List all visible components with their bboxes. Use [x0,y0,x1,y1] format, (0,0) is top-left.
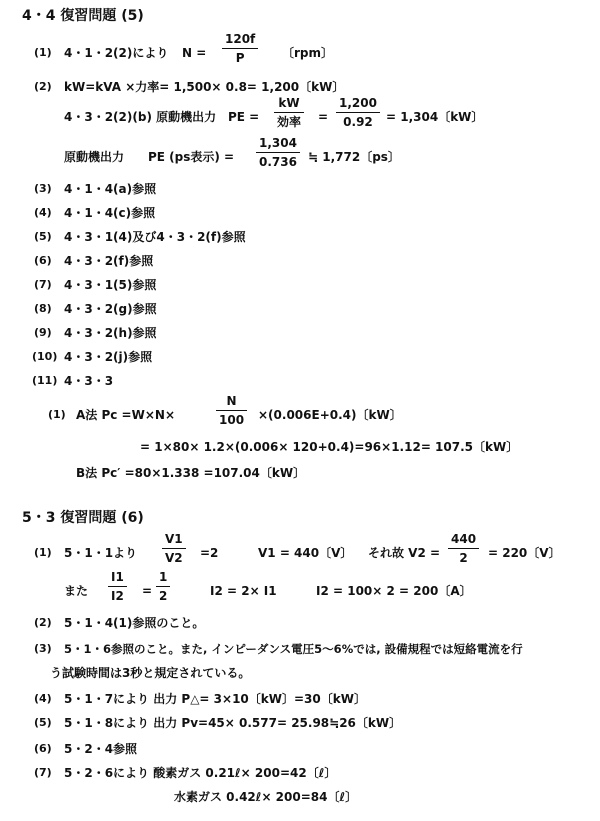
equals: = [142,584,153,598]
item-label: (5) [34,230,52,243]
fraction-bar [162,548,186,549]
method-a-rest: ×(0.006E+0.4)〔kW〕 [258,408,402,422]
i2-value: I2 = 100× 2 = 200〔A〕 [316,584,472,598]
fraction-bar [156,586,170,587]
method-b: B法 Pc′ =80×1.338 =107.04〔kW〕 [76,466,306,480]
item-text: 5・1・1より [64,546,138,560]
fraction-1304-0736 [256,136,300,169]
fraction-denominator: 効率 [277,115,302,129]
method-a-result: = 1×80× 1.2×(0.006× 120+0.4)=96×1.12= 107.5〔kW〕 [140,440,519,454]
fraction-numerator: V1 [165,532,183,546]
item-label: (1) [34,46,52,59]
item-text: 5・2・6により 酸素ガス 0.21ℓ× 200=42〔ℓ〕 [64,766,337,780]
fraction-v1-v2 [162,532,186,565]
item-text: 5・2・4参照 [64,742,138,756]
item-text: 4・3・1(5)参照 [64,278,157,292]
fraction-numerator: 1 [159,570,168,584]
item-label: (5) [34,716,52,729]
fraction-1200-092 [336,96,380,129]
item-text: 4・3・2(j)参照 [64,350,153,364]
fraction-numerator: kW [278,96,300,110]
fraction-440-2 [448,532,479,565]
fraction-bar [336,112,380,113]
item-label: (6) [34,254,52,267]
item-text: 4・3・2(h)参照 [64,326,157,340]
fraction-bar [256,152,300,153]
item-text: 4・1・4(a)参照 [64,182,157,196]
item-text: 水素ガス 0.42ℓ× 200=84〔ℓ〕 [174,790,358,804]
v1-value: V1 = 440〔V〕 [258,546,353,560]
unit: 〔rpm〕 [282,46,334,60]
item-label: (7) [34,766,52,779]
fraction-n-100 [216,394,247,427]
item-label: (1) [34,546,52,559]
fraction-denominator: 2 [159,589,168,603]
fraction-120f-p [222,32,258,65]
section-title-4-4: 4・4 復習問題 (5) [22,8,144,24]
item-text: kW=kVA ×力率= 1,500× 0.8= 1,200〔kW〕 [64,80,345,94]
item-label: (6) [34,742,52,755]
fraction-i1-i2 [108,570,127,603]
sub-label: (1) [48,408,66,421]
item-text: 4・3・1(4)及び4・3・2(f)参照 [64,230,246,244]
fraction-bar [222,48,258,49]
v2-value: = 220〔V〕 [488,546,561,560]
item-label: (11) [32,374,58,387]
item-text: 原動機出力 [64,150,125,164]
item-text: 4・3・2(2)(b) 原動機出力 [64,110,217,124]
item-text: う試験時間は3秒と規定されている。 [50,666,251,680]
fraction-denominator: I2 [111,589,124,603]
fraction-numerator: I1 [111,570,124,584]
item-label: (10) [32,350,58,363]
formula-lhs: PE = [228,110,260,124]
fraction-denominator: 0.736 [259,155,297,169]
fraction-bar [108,586,127,587]
fraction-bar [274,112,304,113]
fraction-numerator: 440 [451,532,477,546]
equals: = [318,110,329,124]
fraction-denominator: 0.92 [343,115,373,129]
item-text: 5・1・4(1)参照のこと。 [64,616,205,630]
item-label: (3) [34,642,52,655]
item-text: 4・1・2(2)により [64,46,169,60]
item-text: また [64,584,89,598]
item-label: (2) [34,616,52,629]
fraction-numerator: 1,304 [259,136,297,150]
item-label: (4) [34,206,52,219]
item-text: 5・1・7により 出力 P△= 3×10〔kW〕=30〔kW〕 [64,692,366,706]
fraction-1-2 [156,570,170,603]
fraction-kw-efficiency [274,96,304,129]
item-label: (4) [34,692,52,705]
method-a: A法 Pc =W×N× [76,408,175,422]
item-text: 4・3・2(f)参照 [64,254,154,268]
equals: =2 [200,546,219,560]
item-text: 4・1・4(c)参照 [64,206,156,220]
result: = 1,304〔kW〕 [386,110,484,124]
i2-formula: I2 = 2× I1 [210,584,277,598]
result: ≒ 1,772〔ps〕 [308,150,400,164]
fraction-denominator: 2 [459,551,468,565]
section-title-5-3: 5・3 復習問題 (6) [22,510,144,526]
item-text: 4・3・3 [64,374,114,388]
item-text: 5・1・6参照のこと。また, インピーダンス電圧5～6%では, 設備規程では短絡電流を行 [64,642,523,656]
fraction-numerator: 120f [225,32,256,46]
item-label: (7) [34,278,52,291]
item-label: (3) [34,182,52,195]
fraction-numerator: 1,200 [339,96,377,110]
item-label: (2) [34,80,52,93]
therefore: それ故 V2 = [368,546,441,560]
formula-lhs: N = [182,46,207,60]
fraction-denominator: V2 [165,551,183,565]
item-text: 5・1・8により 出力 Pv=45× 0.577= 25.98≒26〔kW〕 [64,716,402,730]
fraction-bar [216,410,247,411]
fraction-denominator: P [235,51,245,65]
formula-lhs: PE (ps表示) = [148,150,235,164]
item-label: (9) [34,326,52,339]
item-label: (8) [34,302,52,315]
item-text: 4・3・2(g)参照 [64,302,157,316]
fraction-denominator: 100 [219,413,245,427]
fraction-numerator: N [226,394,237,408]
fraction-bar [448,548,479,549]
